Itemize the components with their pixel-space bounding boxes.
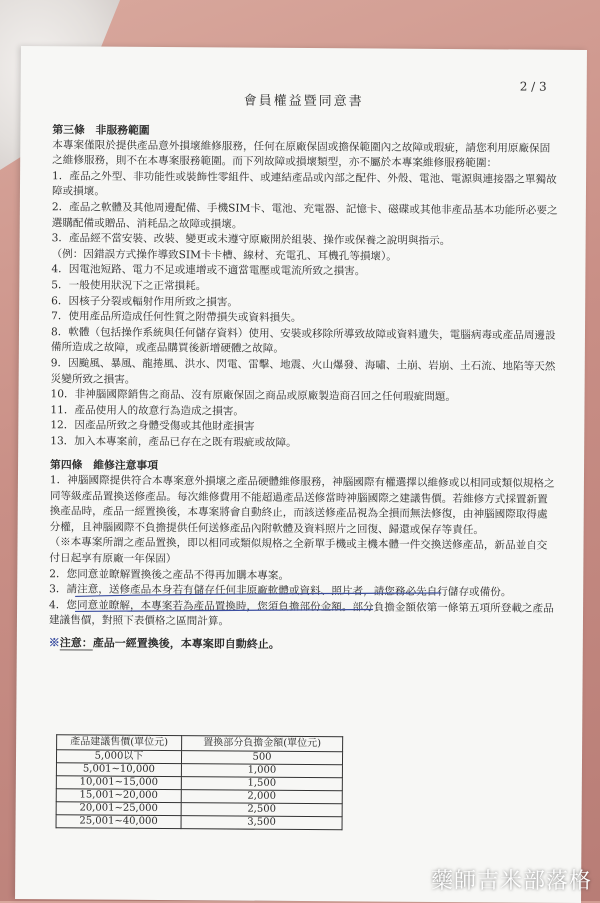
- section4-heading: 第四條 維修注意事項: [50, 458, 159, 473]
- fee-table: [56, 734, 344, 830]
- table-row: [56, 789, 342, 804]
- price-range-cell: 5,000以下: [56, 750, 181, 764]
- blog-watermark: 藥師吉米部落格: [430, 869, 592, 894]
- notice-mark: ※: [48, 636, 60, 650]
- notice-label: 注意：: [59, 636, 93, 650]
- price-range-cell: 15,001~20,000: [56, 789, 181, 803]
- section4-item: 4．您同意並瞭解，本專案若為產品置換時，您須負擔部份金額。部分負擔金額依第一條第五項所登載之產品建議售價，對照下表價格之區間計算。: [48, 599, 554, 628]
- table-row: [56, 815, 342, 830]
- section3-item: 6．因核子分裂或輻射作用所致之損害。: [51, 294, 239, 309]
- table-row: [56, 802, 342, 817]
- section3-item: （例：因錯誤方式操作導致SIM卡卡槽、線材、充電孔、耳機孔等損壞）。: [51, 248, 397, 263]
- fee-cell: 2,500: [181, 803, 342, 817]
- section3-item: 4．因電池短路、電力不足或連增或不適當電壓或電流所致之損害。: [51, 263, 366, 278]
- price-range-cell: 20,001~25,000: [56, 802, 181, 816]
- price-range-cell: 5,001~10,000: [56, 763, 181, 777]
- section3-item: 13．加入本專案前，產品已存在之既有瑕疵或故障。: [50, 435, 297, 449]
- section3-item: 11．產品使用人的故意行為造成之損害。: [50, 403, 245, 418]
- fee-cell: 3,500: [181, 816, 342, 830]
- table-header-price: 產品建議售價(單位元): [57, 735, 182, 751]
- table-row: [56, 763, 342, 778]
- table-row: [56, 750, 342, 765]
- section4-item: 3．請注意，送修產品本身若有儲存任何非原廠軟體或資料、照片者，請您務必先自行儲存或備份。: [49, 583, 512, 599]
- section3-item: 9．因颱風、暴風、龍捲風、洪水、閃電、雷擊、地震、火山爆發、海嘯、土崩、岩崩、土石流、地陷等天然災變所致之損害。: [50, 357, 556, 386]
- replacement-notice: [49, 635, 555, 654]
- page-number: 2 / 3: [519, 79, 547, 94]
- table-row: [56, 776, 342, 791]
- table-header-fee: 置換部分負擔金額(單位元): [182, 736, 343, 752]
- notice-text: 產品一經置換後，本專案即自動終止。: [92, 636, 280, 651]
- section3-item: 7．使用產品所造成任何性質之附帶損失或資料損失。: [51, 310, 302, 325]
- section4-item: （※本專案所謂之產品置換，即以相同或類似規格之全新單手機或主機本體一件交換送修產品，新品並自交付日起享有原廠一年保固）: [49, 536, 548, 566]
- section3-item: 3．產品經不當安裝、改裝、變更或未遵守原廠開於組裝、操作或保養之說明與指示。: [51, 232, 451, 248]
- section3-item: 1．產品之外型、非功能性或裝飾性零組件、或連結產品或內部之配件、外殼、電池、電源與連接器之單獨故障或損壞。: [51, 170, 557, 198]
- section3-intro: 本專案僅限於提供產品意外損壞維修服務，任何在原廠保固或擔保範圍內之故障或瑕疵，請您利用原廠保固之維修服務，則不在本專案服務範圍。而下列故障或損壞類型，亦不屬於本專案維修服務範圍：: [52, 138, 551, 170]
- section3-item: 5．一般使用狀況下之正常損耗。: [51, 279, 207, 293]
- section3-heading: 第三條 非服務範圍: [52, 123, 150, 137]
- price-range-cell: 10,001~15,000: [56, 776, 181, 790]
- section4-item: 1．神腦國際提供符合本專案意外損壞之產品硬體維修服務，神腦國際有權選擇以維修或以相同或類似規格之同等級產品置換送修產品。每次維修費用不能超過產品送修當時神腦國際之建議售價。若維修方式採置新置換產品時，產品一經置換後，本專案將會自動終止，而該送修產品視為全損而無法修復，由神腦國際取得處分權，且神腦國際不負擔提供任何送修產品內附軟體及資料照片之回復、歸還或保存等責任。: [49, 474, 555, 537]
- price-range-cell: 25,001~40,000: [56, 815, 181, 829]
- document-body: [49, 122, 559, 654]
- section3-item: 2．產品之軟體及其他周邊配備、手機SIM卡、電池、充電器、記憶卡、磁碟或其他非產品基本功能所必要之選購配備或贈品、消耗品之故障或損壞。: [51, 201, 558, 231]
- document-page: [15, 46, 587, 903]
- fee-cell: 500: [181, 751, 342, 765]
- section3-item: 10．非神腦國際銷售之商品、沒有原廠保固之商品或原廠製造商召回之任何瑕疵問題。: [50, 388, 457, 404]
- fee-cell: 1,500: [181, 777, 342, 791]
- section3-item: 12．因產品所致之身體受傷或其他財產損害: [50, 419, 255, 433]
- section3-item: 8．軟體（包括操作系統與任何儲存資料）使用、安裝或移除所導致故障或資料遺失，電腦病毒或產品周邊設備所造成之故障，或產品購買後新增硬體之故障。: [50, 325, 556, 356]
- section4-item: 2．您同意並瞭解置換後之產品不得再加購本專案。: [49, 567, 290, 582]
- fee-cell: 1,000: [181, 764, 342, 778]
- fee-cell: 2,000: [181, 790, 342, 804]
- document-title: 會員權益暨同意書: [243, 93, 364, 110]
